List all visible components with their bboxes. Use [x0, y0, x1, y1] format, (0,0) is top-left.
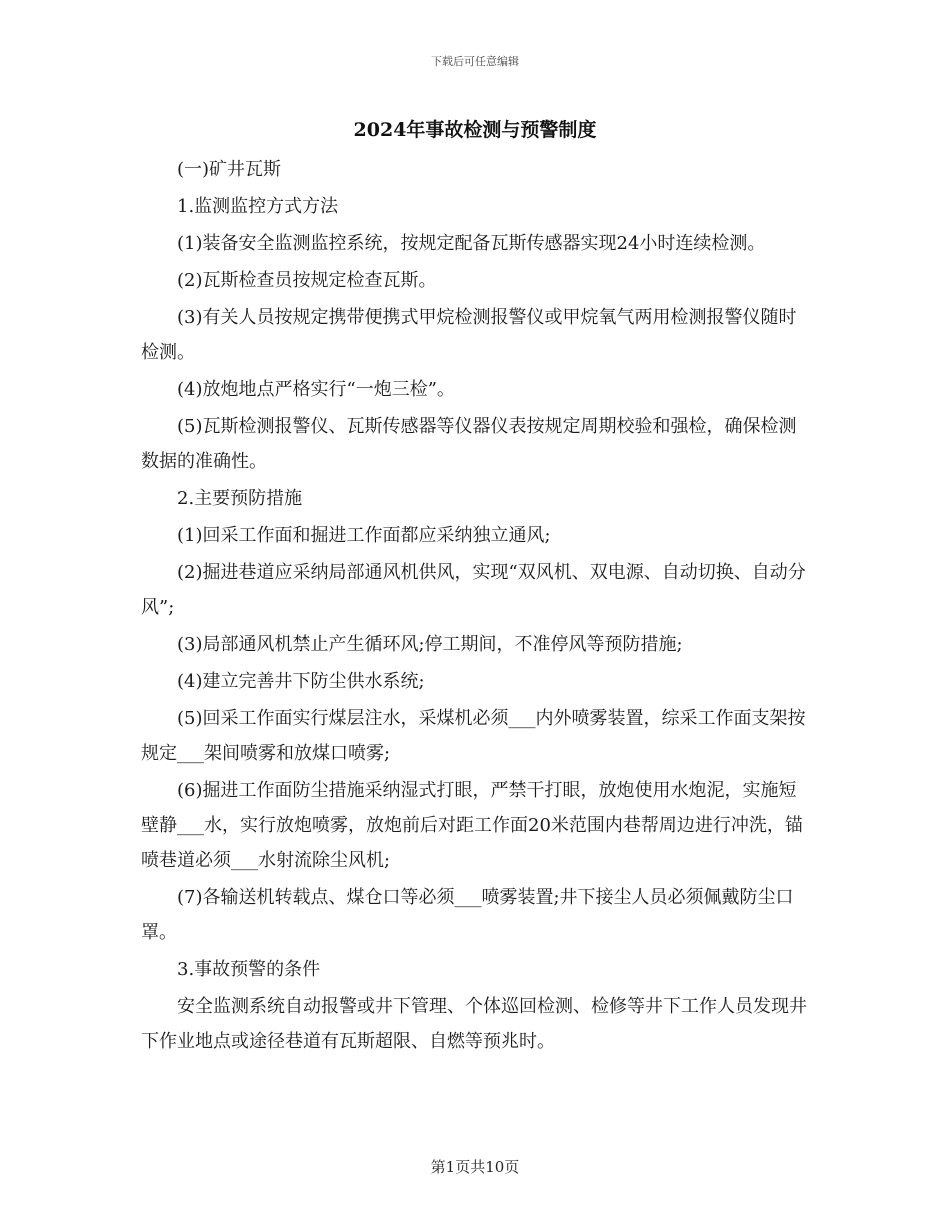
paragraph: (2)掘进巷道应采纳局部通风机供风，实现“双风机、双电源、自动切换、自动分风”;: [141, 562, 806, 618]
paragraph: (7)各输送机转载点、煤仓口等必须___喷雾装置;井下接尘人员必须佩戴防尘口罩。: [141, 887, 794, 943]
paragraph: 安全监测系统自动报警或井下管理、个体巡回检测、检修等井下工作人员发现井下作业地点或途径巷道有瓦斯超限、自燃等预兆时。: [141, 996, 807, 1052]
paragraph: (6)掘进工作面防尘措施采纳湿式打眼，严禁干打眼，放炮使用水炮泥，实施短壁静___水，实行放炮喷雾，放炮前后对距工作面20米范围内巷帮周边进行冲洗，锚喷巷道必须___水射流除尘风机;: [141, 780, 803, 871]
paragraph: (4)放炮地点严格实行“一炮三检”。: [177, 379, 455, 400]
paragraph: (4)建立完善井下防尘供水系统;: [177, 671, 425, 692]
paragraph: (3)局部通风机禁止产生循环风;停工期间，不准停风等预防措施;: [177, 634, 683, 655]
paragraph: (3)有关人员按规定携带便携式甲烷检测报警仪或甲烷氧气两用检测报警仪随时检测。: [141, 307, 797, 363]
paragraph: (1)装备安全监测监控系统，按规定配备瓦斯传感器实现24小时连续检测。: [177, 233, 766, 254]
paragraph: 3.事故预警的条件: [177, 959, 321, 980]
page-number: 第1页共10页: [430, 1158, 520, 1176]
document-title: 2024年事故检测与预警制度: [353, 119, 597, 141]
paragraph: (1)回采工作面和掘进工作面都应采纳独立通风;: [177, 525, 551, 546]
paragraph: (2)瓦斯检查员按规定检查瓦斯。: [177, 270, 437, 291]
paragraph: (一)矿井瓦斯: [177, 159, 282, 180]
document-body: [141, 152, 811, 1061]
paragraph: 1.监测监控方式方法: [177, 196, 339, 217]
paragraph: 2.主要预防措施: [177, 488, 303, 509]
page-header-note: 下载后可任意编辑: [431, 55, 519, 68]
paragraph: (5)回采工作面实行煤层注水，采煤机必须___内外喷雾装置，综采工作面支架按规定___架间喷雾和放煤口喷雾;: [141, 708, 806, 764]
paragraph: (5)瓦斯检测报警仪、瓦斯传感器等仪器仪表按规定周期校验和强检，确保检测数据的准确性。: [141, 416, 797, 472]
